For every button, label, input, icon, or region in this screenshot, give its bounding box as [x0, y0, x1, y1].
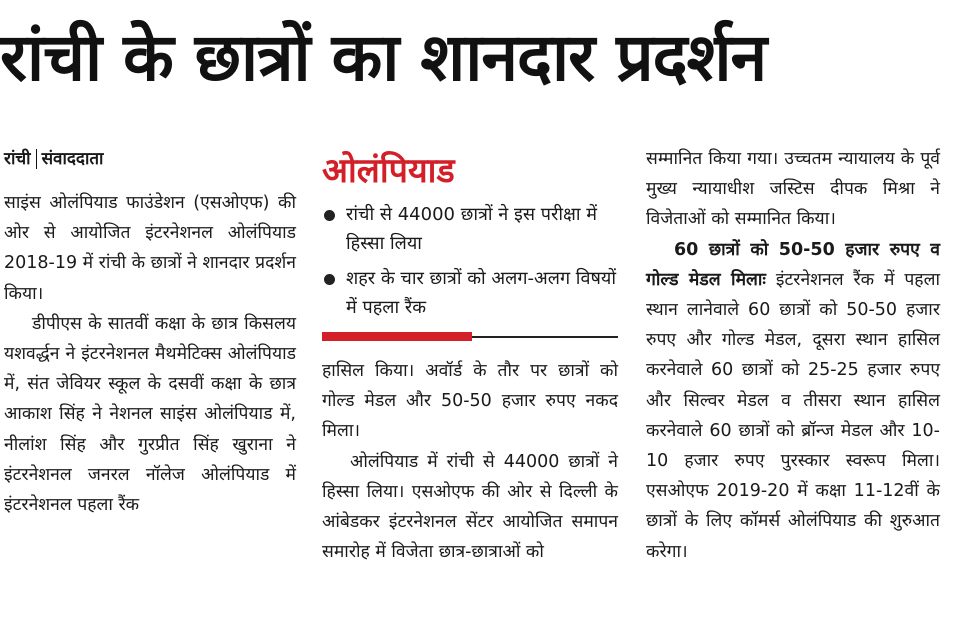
bullet-icon — [324, 210, 335, 221]
divider-red-bar — [322, 332, 472, 341]
highlight-text: रांची से 44000 छात्रों ने इस परीक्षा में हिस्सा लिया — [346, 204, 598, 254]
paragraph: साइंस ओलंपियाड फाउंडेशन (एसओएफ) की ओर से आयोजित इंटरनेशनल ओलंपियाड 2018-19 में रांची के छात्रों ने शानदार प्रदर्शन किया। — [4, 193, 296, 304]
byline-reporter: संवाददाता — [41, 149, 104, 169]
paragraph-text: इंटरनेशनल रैंक में पहला स्थान लानेवाले 60 छात्रों को 50-50 हजार रुपए और गोल्ड मेडल, दूसरा स्थान हासिल करनेवाले 60 छात्रों को 25-25 हजार रुपए और सिल्वर मेडल व तीसरा स्थान हासिल करनेवाले 60 छात्रों को ब्रॉन्ज मेडल और 10-10 हजार रुपए पुरस्कार स्वरूप मिला। एसओएफ 2019-20 में कक्षा 11-12वीं के छात्रों के लिए कॉमर्स ओलंपियाड की शुरुआत करेगा। — [646, 269, 940, 562]
subheading: 60 छात्रों को 50-50 हजार रुपए व गोल्ड मेडल मिलाः — [646, 239, 940, 290]
bullet-icon — [324, 274, 335, 285]
highlight-text: शहर के चार छात्रों को अलग-अलग विषयों में पहला रैंक — [346, 268, 616, 318]
byline-separator — [36, 149, 37, 169]
headline: रांची के छात्रों का शानदार प्रदर्शन — [0, 19, 767, 96]
section-tag: ओलंपियाड — [322, 151, 455, 191]
highlight-item — [322, 200, 618, 258]
byline — [4, 144, 296, 174]
paragraph — [646, 235, 940, 567]
article-column-1 — [4, 144, 296, 520]
section-divider — [322, 328, 618, 344]
paragraph: सम्मानित किया गया। उच्चतम न्यायालय के पूर्व मुख्य न्यायाधीश जस्टिस दीपक मिश्रा ने विजेताओं को सम्मानित किया। — [646, 149, 940, 230]
article-column-2 — [322, 150, 618, 567]
paragraph: ओलंपियाड में रांची से 44000 छात्रों ने हिस्सा लिया। एसओएफ की ओर से दिल्ली के आंबेडकर इंटरनेशनल सेंटर आयोजित समापन समारोह में विजेता छात्र-छात्राओं को — [322, 451, 618, 563]
paragraph: हासिल किया। अवॉर्ड के तौर पर छात्रों को गोल्ड मेडल और 50-50 हजार रुपए नकद मिला। — [322, 361, 618, 442]
byline-place: रांची — [4, 149, 31, 169]
divider-line — [472, 336, 618, 338]
article-column-3 — [646, 144, 940, 567]
highlights-list — [322, 200, 618, 322]
paragraph: डीपीएस के सातवीं कक्षा के छात्र किसलय यशवर्द्धन ने इंटरनेशनल मैथमेटिक्स ओलंपियाड में, संत जेवियर स्कूल के दसवीं कक्षा के छात्र आकाश सिंह ने नेशनल साइंस ओलंपियाड में, नीलांश सिंह और गुरप्रीत सिंह खुराना ने इंटरनेशनल जनरल नॉलेज ओलंपियाड में इंटरनेशनल पहला रैंक — [4, 313, 296, 516]
highlight-item — [322, 264, 618, 322]
